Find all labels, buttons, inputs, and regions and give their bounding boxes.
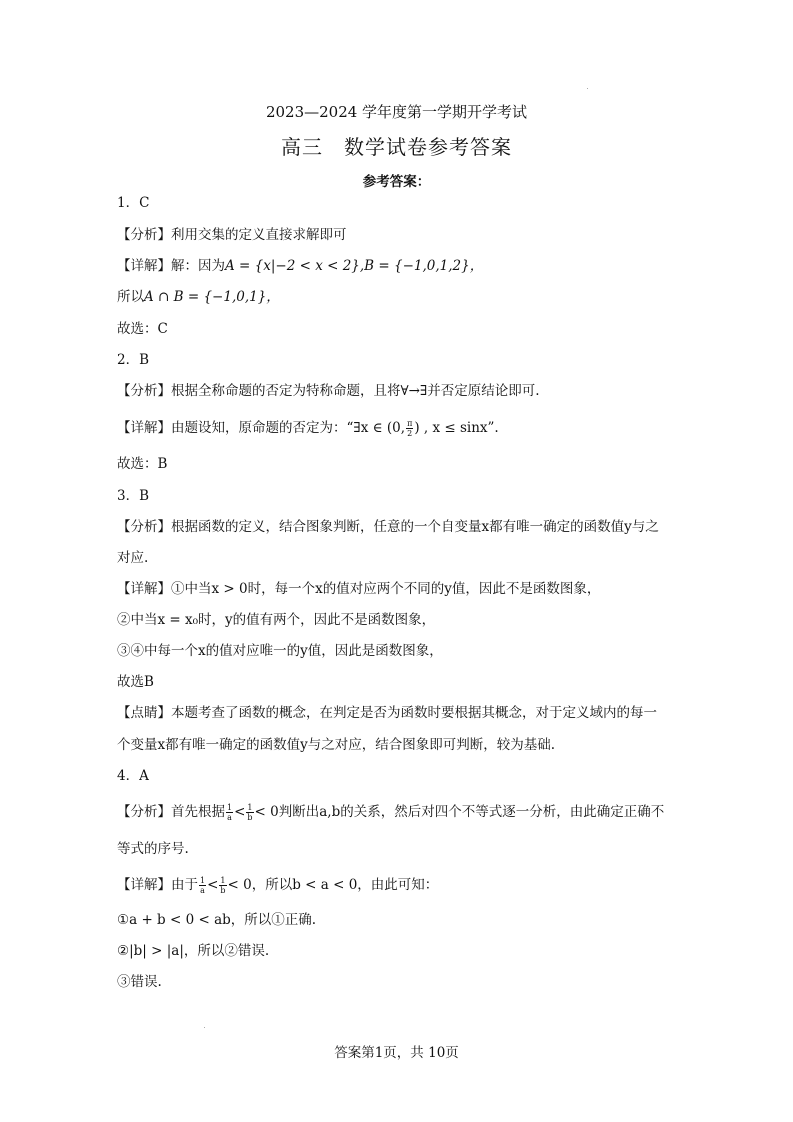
pi-over-2-fraction bbox=[406, 419, 413, 438]
fraction-numerator: 1 bbox=[247, 803, 253, 812]
q3-detail-3: ③④中每一个x的值对应唯一的y值，因此是函数图象， bbox=[117, 643, 443, 659]
exam-title: 2023—2024 学年度第一学期开学考试 bbox=[265, 103, 528, 121]
q4-analysis bbox=[117, 803, 664, 822]
q2-choice: 故选：B bbox=[117, 456, 168, 472]
q1-detail-prefix: 【详解】解：因为 bbox=[117, 258, 225, 274]
q4-analysis-line2: 等式的序号. bbox=[117, 841, 189, 857]
one-over-b-fraction bbox=[246, 803, 253, 822]
q4-number: 4．A bbox=[117, 768, 149, 784]
one-over-a-fraction bbox=[226, 803, 233, 822]
fraction-denominator: b bbox=[247, 813, 253, 822]
q2-analysis: 【分析】根据全称命题的否定为特称命题，且将∀→∃并否定原结论即可. bbox=[117, 383, 540, 399]
q3-choice: 故选B bbox=[117, 674, 154, 690]
exam-subtitle: 高三 数学试卷参考答案 bbox=[281, 135, 512, 159]
q3-comment-line1: 【点睛】本题考查了函数的概念，在判定是否为函数时要根据其概念，对于定义域内的每一 bbox=[117, 705, 657, 721]
q4-detail-suffix: < 0，所以b < a < 0，由此可知： bbox=[227, 877, 439, 893]
fraction-denominator: 2 bbox=[407, 429, 413, 438]
q3-comment-line2: 个变量x都有唯一确定的函数值y与之对应，结合图象即可判断，较为基础. bbox=[117, 737, 556, 753]
page-footer: 答案第1页，共 10页 bbox=[334, 1045, 459, 1061]
q4-analysis-prefix: 【分析】首先根据 bbox=[117, 804, 225, 820]
q2-number: 2．B bbox=[117, 352, 150, 368]
q2-detail-suffix: ) , x ≤ sinx”. bbox=[414, 420, 499, 436]
fraction-denominator: a bbox=[227, 813, 232, 822]
q1-number: 1．C bbox=[117, 195, 150, 211]
q4-item-2: ②|b| > |a|，所以②错误. bbox=[117, 943, 270, 959]
fraction-numerator: 1 bbox=[200, 876, 206, 885]
q4-detail bbox=[117, 876, 438, 895]
q3-detail-1: 【详解】①中当x > 0时，每一个x的值对应两个不同的y值，因此不是函数图象， bbox=[117, 581, 601, 597]
q3-number: 3．B bbox=[117, 488, 150, 504]
fraction-numerator: π bbox=[407, 419, 413, 428]
q4-detail-prefix: 【详解】由于 bbox=[117, 877, 198, 893]
q1-detail bbox=[117, 257, 483, 275]
one-over-a-fraction bbox=[199, 876, 206, 895]
one-over-b-fraction bbox=[219, 876, 226, 895]
q3-analysis-line1: 【分析】根据函数的定义，结合图象判断，任意的一个自变量x都有唯一确定的函数值y与之 bbox=[117, 519, 659, 535]
q4-analysis-suffix: < 0判断出a,b的关系，然后对四个不等式逐一分析，由此确定正确不 bbox=[254, 804, 665, 820]
q1-intersection bbox=[117, 288, 280, 306]
scan-dot bbox=[204, 1027, 205, 1028]
less-than-sign: < bbox=[234, 804, 246, 820]
q4-item-3: ③错误. bbox=[117, 974, 162, 990]
q3-analysis-line2: 对应. bbox=[117, 550, 149, 566]
fraction-numerator: 1 bbox=[220, 876, 226, 885]
q2-detail-prefix: 【详解】由题设知，原命题的否定为：“∃x ∈ (0, bbox=[117, 420, 406, 436]
fraction-denominator: a bbox=[200, 886, 205, 895]
q1-analysis: 【分析】利用交集的定义直接求解即可 bbox=[117, 227, 347, 243]
q1-line3-prefix: 所以 bbox=[117, 289, 144, 305]
q3-detail-2: ②中当x = x₀时，y的值有两个，因此不是函数图象， bbox=[117, 612, 436, 628]
q1-detail-math: A = {x|−2 < x < 2},B = {−1,0,1,2}， bbox=[225, 258, 484, 274]
scan-dot bbox=[587, 88, 588, 89]
q1-line3-math: A ∩ B = {−1,0,1}， bbox=[144, 289, 280, 305]
less-than-sign: < bbox=[207, 877, 219, 893]
q1-choice: 故选：C bbox=[117, 321, 168, 337]
answers-heading: 参考答案： bbox=[362, 174, 431, 190]
q4-item-1: ①a + b < 0 < ab，所以①正确. bbox=[117, 912, 317, 928]
fraction-denominator: b bbox=[220, 886, 226, 895]
q2-detail bbox=[117, 419, 499, 438]
fraction-numerator: 1 bbox=[227, 803, 233, 812]
